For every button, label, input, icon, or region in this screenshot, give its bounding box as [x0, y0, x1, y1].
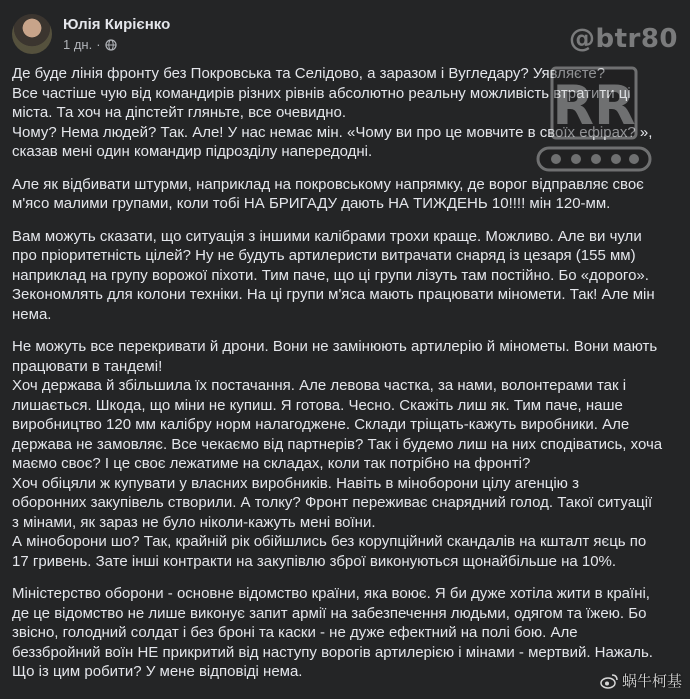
post-line: нема.	[12, 305, 52, 323]
post-paragraph	[12, 175, 672, 214]
post-line: виробництво 120 мм калібру норм налагоджене. Склади тріщать-кажуть виробники. Але	[12, 416, 630, 433]
globe-icon[interactable]	[105, 39, 117, 51]
post-paragraph	[12, 64, 672, 162]
post-line: Хоч обіцяли ж купувати у власних виробників. Навіть в міноборони цілу агенцію з	[12, 474, 579, 492]
watermark-text: 蜗牛柯基	[621, 672, 682, 690]
post-line: сказав мені один командир підрозділу напередодні.	[12, 143, 373, 160]
post-line: Чому? Нема людей? Так. Але! У нас немає мін. «Чому ви про це мовчите в своїх ефірах? »,	[12, 123, 653, 141]
post-line: оборонних закупівель створили. А толку? Фронт переживає снарядний голод. Такої ситуації	[12, 494, 653, 511]
post-line: держава не замовляє. Все чекаємо від партнерів? Так і будемо лиш на них сподіватись, хоча	[12, 435, 663, 453]
post-line: м'ясо малими групами, коли тобі НА БРИГАДУ дають НА ТИЖДЕНЬ 10!!!! мін 120-мм.	[12, 195, 611, 212]
post-line: Хоч держава й збільшила їх постачання. Але левова частка, за нами, волонтерами так і	[12, 377, 627, 394]
author-avatar[interactable]	[12, 14, 52, 54]
post-line: Все частіше чую від командирів різних рівнів абсолютно реальну можливість втратити ці	[12, 84, 631, 102]
post-line: Вам можуть сказати, що ситуація з іншими калібрами трохи краще. Можливо. Але ви чули	[12, 227, 642, 245]
post-header	[12, 10, 678, 58]
post-line: Де буде лінія фронту без Покровська та Селідово, а заразом і Вугледару? Уявляєте?	[12, 65, 606, 82]
meta-separator: ·	[96, 37, 101, 52]
emblem-letters: RR	[552, 74, 636, 137]
post-meta	[63, 36, 170, 53]
post-timestamp[interactable]: 1 дн.	[63, 37, 93, 52]
post-line: працювати в тандемі!	[12, 357, 163, 375]
bottom-right-watermark	[600, 670, 682, 691]
post-paragraph	[12, 337, 672, 571]
post-line: 17 гривень. Зате інші контракти на закупівлю зброї виконуються щонайбільше на 10%.	[12, 552, 617, 570]
post-line: Але як відбивати штурми, наприклад на покровському напрямку, де ворог відправляє своє	[12, 175, 644, 193]
post-line: маємо своє? І це своє лежатиме на складах, коли так потрібно на фронті?	[12, 455, 531, 472]
author-block	[63, 15, 170, 53]
post-line: де це відомство не лише виконує запит армії на забезпечення людьми, одягом та їжею. Бо	[12, 604, 647, 622]
watermark-handle: @btr80	[568, 24, 678, 54]
post-paragraph	[12, 584, 672, 682]
post-line: Міністерство оборони - основне відомство країни, яка воює. Я би дуже хотіла жити в країні,	[12, 585, 650, 602]
post-line: наприклад на групу ворожої піхоти. Тим паче, що ці групи лізуть там постійно. Бо «дорого».	[12, 266, 649, 284]
post-line: про пріоритетність цілей? Ну не будуть артилеристи витрачати снаряд із цезаря (155 мм)	[12, 247, 636, 264]
weibo-icon	[600, 673, 618, 689]
post-paragraph	[12, 227, 672, 325]
post-line: беззбройний воїн НЕ прикритий від наступу ворогів артилерією і мінами - мертвий. Нажаль.	[12, 643, 653, 661]
post-line: А міноборони шо? Так, крайній рік обійшлись без корупційний скандалів на кшталт яєць по	[12, 533, 647, 550]
post-line: звісно, голодний солдат і без броні та каски - не дуже ефектний на полі бою. Але	[12, 624, 578, 641]
post-line: з мінами, як зараз не було ніколи-кажуть мені воїни.	[12, 513, 376, 531]
post-line: Не можуть все перекривати й дрони. Вони не замінюють артилерію й мінометы. Вони мають	[12, 338, 658, 355]
post-text	[12, 64, 672, 682]
author-name[interactable]: Юлія Кирієнко	[63, 16, 171, 33]
post-line: Зекономлять для колони техніки. На ці групи м'яса мають працювати міномети. Так! Але мін	[12, 286, 655, 303]
post-line: лишається. Шкода, що міни не купиш. Я готова. Чесно. Скажіть лиш як. Тим паче, наше	[12, 396, 623, 414]
post-line: Що із цим робити? У мене відповіді нема.	[12, 663, 303, 680]
post-line: міста. Та хоч на діпстейт гляньте, все очевидно.	[12, 104, 347, 121]
